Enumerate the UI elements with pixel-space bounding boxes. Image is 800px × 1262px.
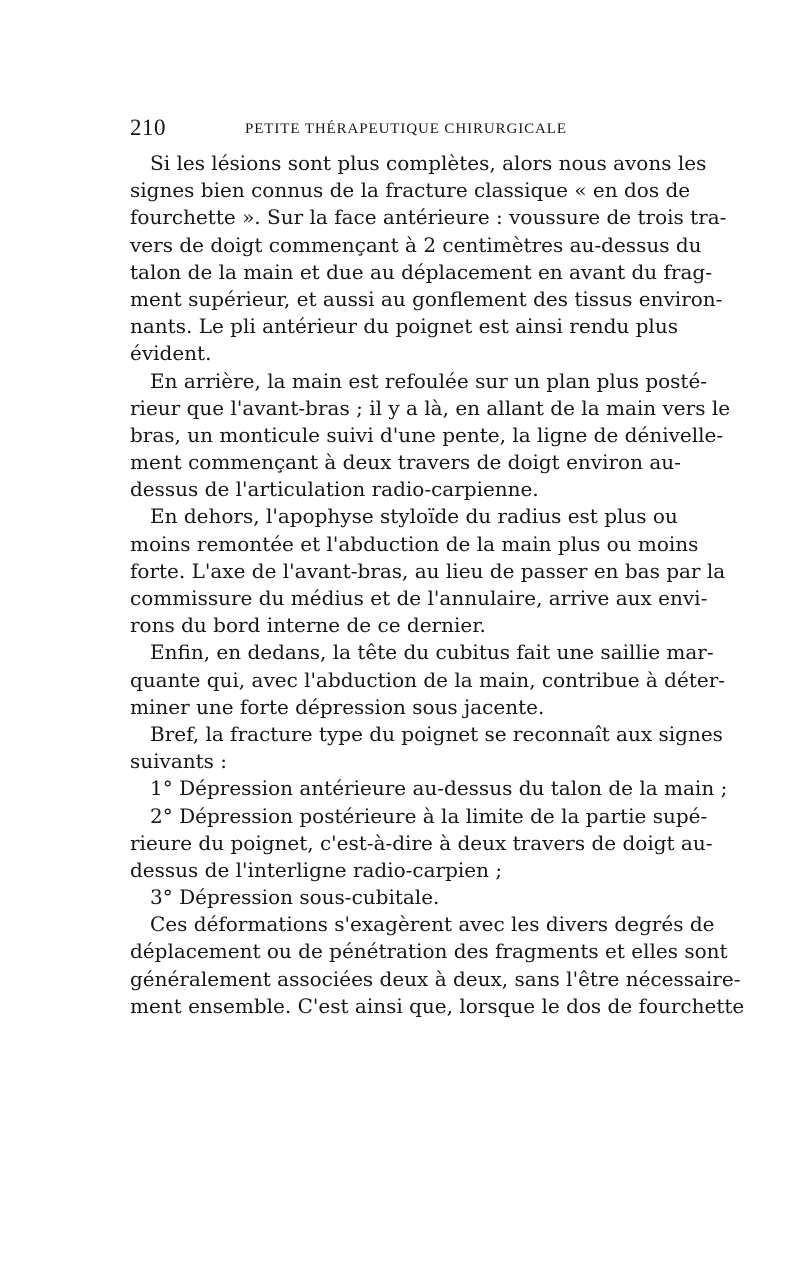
text-line: signes bien connus de la fracture classique « en dos de <box>130 178 691 203</box>
text-line: rieure du poignet, c'est-à-dire à deux travers de doigt au- <box>130 830 713 855</box>
text-line: Si les lésions sont plus complètes, alors nous avons les <box>150 151 707 175</box>
text-line: Bref, la fracture type du poignet se reconnaît aux signes <box>150 721 723 746</box>
text-line: 3° Dépression sous-cubitale. <box>150 885 440 910</box>
text-line: 2° Dépression postérieure à la limite de la partie supé- <box>150 803 708 828</box>
text-line: talon de la main et due au déplacement en avant du frag- <box>130 259 712 284</box>
text-line: ment commençant à deux travers de doigt environ au- <box>130 450 681 475</box>
page-number: 210 <box>130 115 166 140</box>
text-line: commissure du médius et de l'annulaire, arrive aux envi- <box>130 586 708 610</box>
text-line: En dehors, l'apophyse styloïde du radius est plus ou <box>150 504 678 529</box>
body-text <box>130 150 745 1020</box>
text-line: nants. Le pli antérieur du poignet est ainsi rendu plus <box>130 314 678 339</box>
text-line: ment ensemble. C'est ainsi que, lorsque le dos de fourchette <box>130 993 745 1018</box>
text-line: moins remontée et l'abduction de la main plus ou moins <box>130 531 699 556</box>
text-line: forte. L'axe de l'avant-bras, au lieu de passer en bas par la <box>130 558 726 583</box>
text-line: ment supérieur, et aussi au gonflement des tissus environ- <box>130 286 723 311</box>
text-line: miner une forte dépression sous jacente. <box>130 694 545 719</box>
text-line: évident. <box>130 341 212 366</box>
text-line: Enfin, en dedans, la tête du cubitus fait une saillie mar- <box>150 640 714 665</box>
text-line: quante qui, avec l'abduction de la main, contribue à déter- <box>130 667 726 692</box>
text-line: bras, un monticule suivi d'une pente, la ligne de dénivelle- <box>130 422 724 447</box>
text-line: rieur que l'avant-bras ; il y a là, en allant de la main vers le <box>130 395 731 420</box>
text-line: vers de doigt commençant à 2 centimètres au-dessus du <box>130 232 702 257</box>
text-line: dessus de l'interligne radio-carpien ; <box>130 857 503 882</box>
text-line: suivants : <box>130 749 228 774</box>
text-line: déplacement ou de pénétration des fragments et elles sont <box>130 939 728 964</box>
text-line: généralement associées deux à deux, sans l'être nécessaire- <box>130 966 741 991</box>
text-line: rons du bord interne de ce dernier. <box>130 613 486 638</box>
text-line: En arrière, la main est refoulée sur un plan plus posté- <box>150 368 708 393</box>
text-line: fourchette ». Sur la face antérieure : voussure de trois tra- <box>130 205 727 230</box>
page-header <box>130 114 670 144</box>
text-line: dessus de l'articulation radio-carpienne. <box>130 477 539 502</box>
text-line: 1° Dépression antérieure au-dessus du talon de la main ; <box>150 776 728 801</box>
text-line: Ces déformations s'exagèrent avec les divers degrés de <box>150 912 715 937</box>
running-title: PETITE THÉRAPEUTIQUE CHIRURGICALE <box>245 121 567 137</box>
